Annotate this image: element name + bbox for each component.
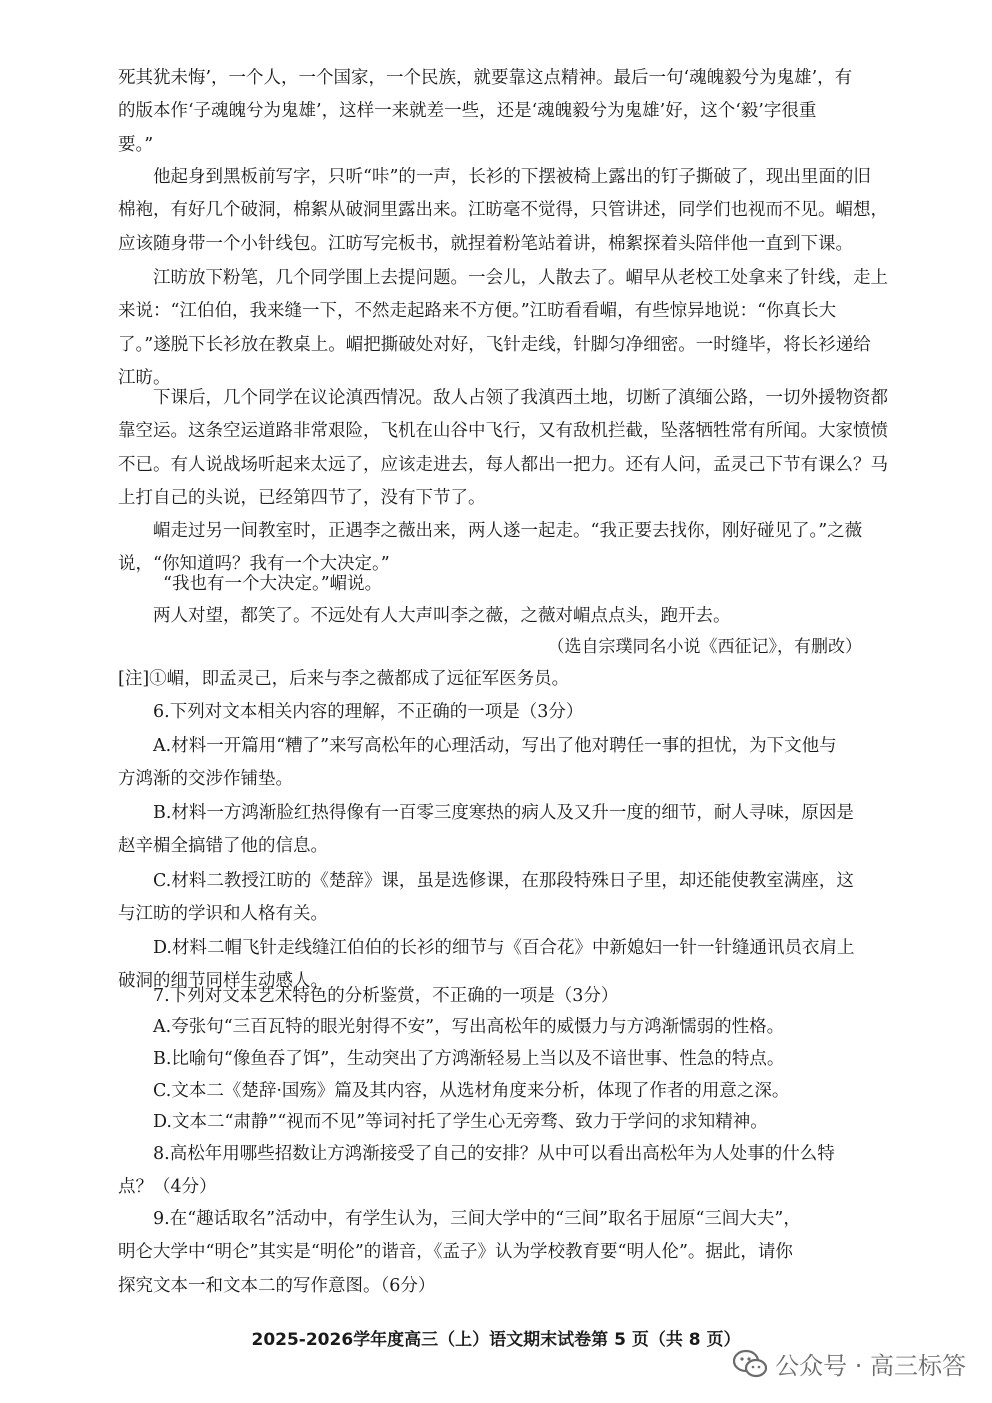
- question-stem: [118, 1138, 878, 1205]
- answer-option: [118, 1011, 878, 1044]
- text-line: 不已。有人说战场听起来太远了，应该走进去，每人都出一把力。还有人问，孟灵己下节有课么？马: [118, 454, 888, 475]
- text-line: 他起身到黑板前写字，只听“咔”的一声，长衫的下摆被椅上露出的钉子撕破了，现出里面的旧: [153, 167, 871, 187]
- watermark-text: 公众号 · 高三标答: [775, 1352, 966, 1380]
- text-line: 破洞的细节同样生动感人。: [118, 971, 328, 992]
- text-line: A.材料一开篇用“糟了”来写高松年的心理活动，写出了他对聘任一事的担忧，为下文他与: [153, 736, 837, 756]
- text-line: 嵋走过另一间教室时，正遇李之薇出来，两人遂一起走。“我正要去找你，刚好碰见了。”之薇: [153, 521, 863, 541]
- text-line: 要。”: [118, 134, 154, 155]
- text-line: 探究文本一和文本二的写作意图。（6分）: [118, 1275, 436, 1296]
- text-line: A.夸张句“三百瓦特的眼光射得不安”，写出高松年的威慑力与方鸿渐懦弱的性格。: [153, 1017, 785, 1037]
- paragraph: [118, 568, 878, 601]
- text-line: C.材料二教授江昉的《楚辞》课，虽是选修课，在那段特殊日子里，却还能使教室满座，这: [153, 871, 854, 891]
- text-line: 两人对望，都笑了。不远处有人大声叫李之薇，之薇对嵋点点头，跑开去。: [153, 606, 731, 626]
- paragraph: [118, 62, 878, 162]
- answer-option: [118, 865, 878, 932]
- text-line: 了。”遂脱下长衫放在教桌上。嵋把撕破处对好，飞针走线，针脚匀净细密。一时缝毕，将长衫递给: [118, 334, 871, 355]
- answer-option: [118, 1106, 878, 1139]
- text-line: 与江昉的学识和人格有关。: [118, 904, 328, 925]
- text-line: D.材料二帽飞针走线缝江伯伯的长衫的细节与《百合花》中新媳妇一针一针缝通讯员衣肩上: [153, 938, 855, 958]
- answer-option: [118, 730, 878, 797]
- text-line: 明仑大学中“明仑”其实是“明伦”的谐音，《孟子》认为学校教育要“明人伦”。据此，请你: [118, 1242, 793, 1263]
- text-line: 靠空运。这条空运道路非常艰险，飞机在山谷中飞行，又有敌机拦截，坠落牺牲常有所闻。大家愤愤: [118, 421, 888, 442]
- text-line: B.材料一方鸿渐脸红热得像有一百零三度寒热的病人及又升一度的细节，耐人寻味，原因是: [153, 803, 854, 823]
- text-line: 上打自己的头说，已经第四节了，没有下节了。: [118, 488, 486, 509]
- text-line: 的版本作‘子魂魄兮为鬼雄’，这样一来就差一些，还是‘魂魄毅兮为鬼雄’好，这个‘毅’字很重: [118, 101, 817, 122]
- text-line: 说，“你知道吗？我有一个大决定。”: [118, 554, 390, 575]
- page-footer: 2025-2026学年度高三（上）语文期末试卷第 5 页（共 8 页）: [251, 1330, 741, 1350]
- text-line: C.文本二《楚辞·国殇》篇及其内容，从选材角度来分析，体现了作者的用意之深。: [153, 1081, 790, 1101]
- paragraph: [118, 600, 878, 633]
- source-note: （选自宗璞同名小说《西征记》，有删改）: [547, 637, 862, 657]
- annotation-note: [注]①嵋，即孟灵己，后来与李之薇都成了远征军医务员。: [118, 669, 570, 689]
- question-stem: [118, 980, 878, 1013]
- text-line: 7.下列对文本艺术特色的分析鉴赏，不正确的一项是（3分）: [153, 986, 619, 1006]
- text-line: 棉袍，有好几个破洞，棉絮从破洞里露出来。江昉毫不觉得，只管讲述，同学们也视而不见。嵋想，: [118, 200, 888, 221]
- text-line: 死其犹未悔’，一个人，一个国家，一个民族，就要靠这点精神。最后一句‘魂魄毅兮为鬼雄’，有: [118, 68, 853, 88]
- paragraph: [118, 262, 888, 396]
- question-stem: [118, 696, 878, 729]
- text-line: “我也有一个大决定。”嵋说。: [163, 574, 383, 594]
- text-line: 应该随身带一个小针线包。江昉写完板书，就捏着粉笔站着讲，棉絮探着头陪伴他一直到下课。: [118, 233, 853, 254]
- text-line: D.文本二“肃静”“视而不见”等词衬托了学生心无旁骛、致力于学问的求知精神。: [153, 1112, 768, 1132]
- text-line: 来说：“江伯伯，我来缝一下，不然走起路来不方便。”江昉看看嵋，有些惊异地说：“你真长大: [118, 301, 837, 322]
- answer-option: [118, 797, 878, 864]
- wechat-watermark: [733, 1346, 966, 1381]
- paragraph: [118, 161, 888, 261]
- paragraph: [118, 382, 888, 516]
- text-line: 江昉放下粉笔，几个同学围上去提问题。一会儿，人散去了。嵋早从老校工处拿来了针线，走上: [153, 268, 888, 288]
- text-line: 方鸿渐的交涉作铺垫。: [118, 769, 293, 790]
- text-line: 江昉。: [118, 368, 171, 389]
- text-line: 赵辛楣全搞错了他的信息。: [118, 836, 328, 857]
- text-line: 点？（4分）: [118, 1177, 217, 1198]
- text-line: 8.高松年用哪些招数让方鸿渐接受了自己的安排？从中可以看出高松年为人处事的什么特: [153, 1144, 835, 1164]
- question-stem: [118, 1203, 878, 1303]
- text-line: B.比喻句“像鱼吞了饵”，生动突出了方鸿渐轻易上当以及不谙世事、性急的特点。: [153, 1049, 785, 1069]
- text-line: 9.在“趣话取名”活动中，有学生认为，三间大学中的“三间”取名于屈原“三闾大夫”，: [153, 1209, 801, 1229]
- text-line: 下课后，几个同学在议论滇西情况。敌人占领了我滇西土地，切断了滇缅公路，一切外援物资都: [153, 388, 888, 408]
- answer-option: [118, 1075, 878, 1108]
- answer-option: [118, 1043, 878, 1076]
- wechat-icon: [733, 1349, 767, 1379]
- text-line: 6.下列对文本相关内容的理解，不正确的一项是（3分）: [153, 702, 584, 722]
